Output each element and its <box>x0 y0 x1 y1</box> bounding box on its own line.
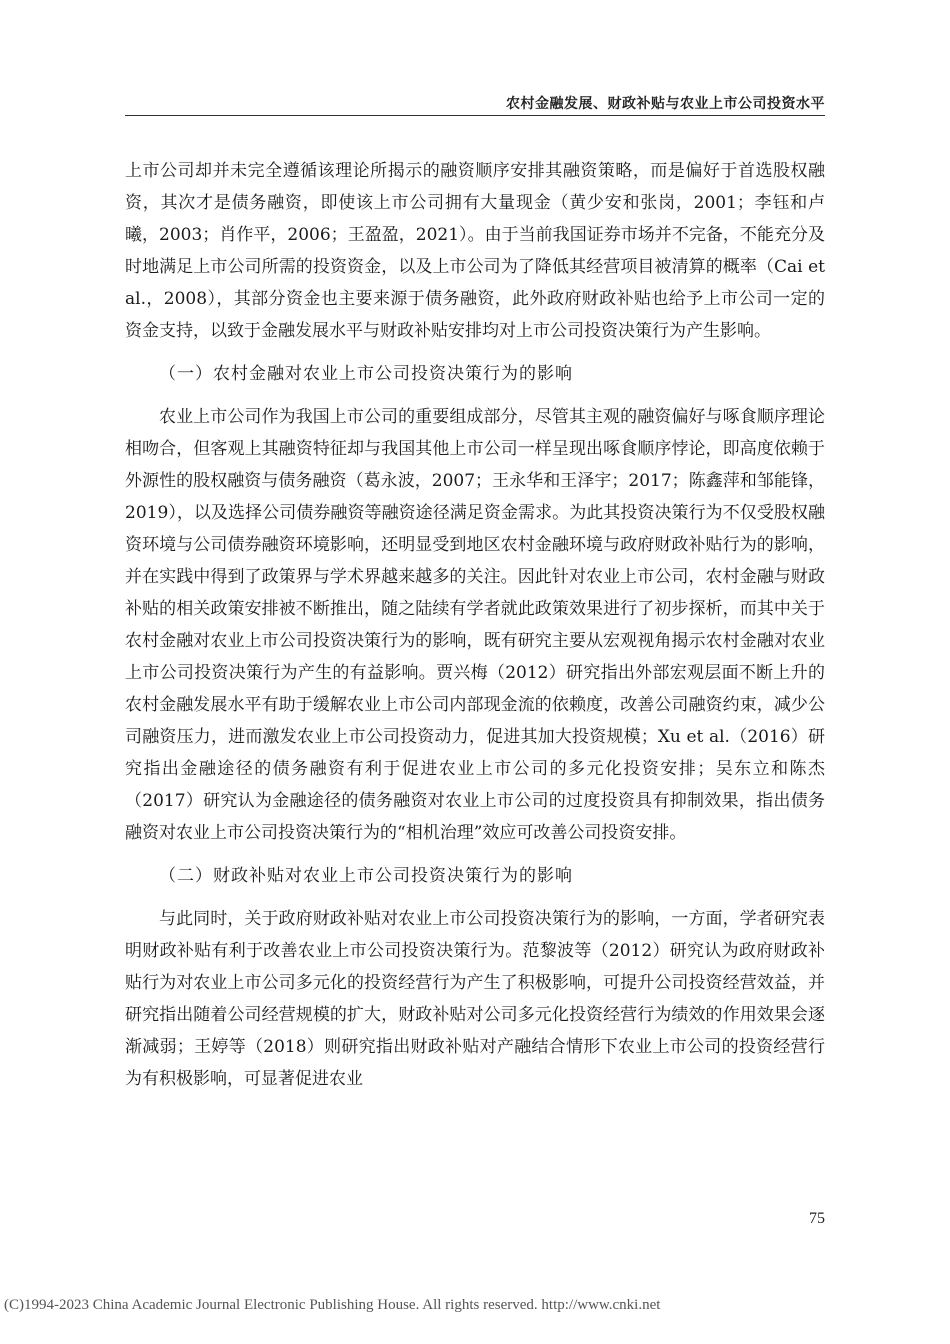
section-heading-rural-finance: （一）农村金融对农业上市公司投资决策行为的影响 <box>159 364 573 384</box>
article-body <box>125 155 825 1095</box>
section-heading-fiscal-subsidy: （二）财政补贴对农业上市公司投资决策行为的影响 <box>159 866 573 886</box>
section2-paragraph: 与此同时，关于政府财政补贴对农业上市公司投资决策行为的影响，一方面，学者研究表明财政补贴有利于改善农业上市公司投资决策行为。范黎波等（2012）研究认为政府财政补贴行为对农业上市公司多元化的投资经营行为产生了积极影响，可提升公司投资经营效益，并研究指出随着公司经营规模的扩大，财政补贴对公司多元化投资经营行为绩效的作用效果会逐渐减弱；王婷等（2018）则研究指出财政补贴对产融结合情形下农业上市公司的投资经营行为有积极影响，可显著促进农业 <box>125 909 825 1089</box>
intro-paragraph: 上市公司却并未完全遵循该理论所揭示的融资顺序安排其融资策略，而是偏好于首选股权融资，其次才是债务融资，即使该上市公司拥有大量现金（黄少安和张岗，2001；李钰和卢曦，2003；肖作平，2006；王盈盈，2021）。由于当前我国证券市场并不完备，不能充分及时地满足上市公司所需的投资资金，以及上市公司为了降低其经营项目被清算的概率（Cai et al.，2008），其部分资金也主要来源于债务融资，此外政府财政补贴也给予上市公司一定的资金支持，以致于金融发展水平与财政补贴安排均对上市公司投资决策行为产生影响。 <box>125 161 825 341</box>
page-number: 75 <box>809 1210 825 1227</box>
running-header-title: 农村金融发展、财政补贴与农业上市公司投资水平 <box>506 96 825 112</box>
copyright-notice: (C)1994-2023 China Academic Journal Electronic Publishing House. All rights reserved. http://www.cnki.net <box>4 1297 661 1313</box>
header-divider <box>125 115 825 116</box>
section1-paragraph: 农业上市公司作为我国上市公司的重要组成部分，尽管其主观的融资偏好与啄食顺序理论相吻合，但客观上其融资特征却与我国其他上市公司一样呈现出啄食顺序悖论，即高度依赖于外源性的股权融资与债务融资（葛永波，2007；王永华和王泽宇；2017；陈鑫萍和邹能锋，2019），以及选择公司债券融资等融资途径满足资金需求。为此其投资决策行为不仅受股权融资环境与公司债券融资环境影响，还明显受到地区农村金融环境与政府财政补贴行为的影响，并在实践中得到了政策界与学术界越来越多的关注。因此针对农业上市公司，农村金融与财政补贴的相关政策安排被不断推出，随之陆续有学者就此政策效果进行了初步探析，而其中关于农村金融对农业上市公司投资决策行为的影响，既有研究主要从宏观视角揭示农村金融对农业上市公司投资决策行为产生的有益影响。贾兴梅（2012）研究指出外部宏观层面不断上升的农村金融发展水平有助于缓解农业上市公司内部现金流的依赖度，改善公司融资约束，减少公司融资压力，进而激发农业上市公司投资动力，促进其加大投资规模；Xu et al.（2016）研究指出金融途径的债务融资有利于促进农业上市公司的多元化投资安排；吴东立和陈杰（2017）研究认为金融途径的债务融资对农业上市公司的过度投资具有抑制效果，指出债务融资对农业上市公司投资决策行为的“相机治理”效应可改善公司投资安排。 <box>125 407 825 843</box>
